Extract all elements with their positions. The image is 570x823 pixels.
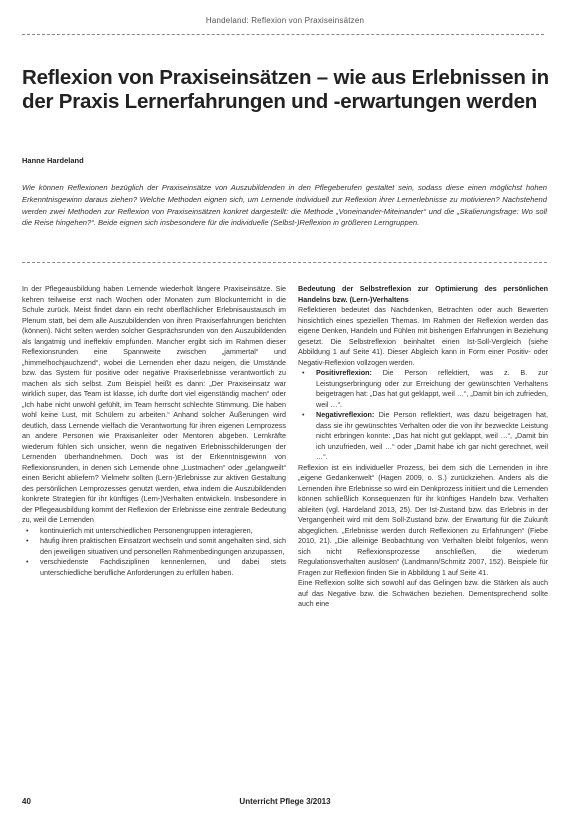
left-paragraph: In der Pflegeausbildung haben Lernende wiederholt längere Praxiseinsätze. Sie kehren teilweise erst nach Wochen oder Monaten zum Blockunterricht in die Schule zurück. Meist findet dann ein recht oberflächlicher Erlebnisaustausch im Plenum statt, bei dem alle Auszubildenden von ihren Praxiserfahrungen berichten (können). Nicht selten werden solcher Gesprächsrunden von den Auszubildenden als langatmig und ineffektiv empfunden. Mancher ergibt sich im Rahmen dieser Reflexionsrunden eine Spannweite zwischen „jammertal“ und „himmelhochjauchzend“, wobei die Lernenden eher dazu neigen, die Umstände bzw. das System für positive oder negative Praxiserlebnisse verantwortlich zu machen als sich selbst. Zum Beispiel heißt es dann: „Der Praxiseinsatz war wirklich super, das Team ist klasse, ich durfte dort viel eigenständig machen“ oder „Ich habe nicht unwohl gefühlt, im Team herrscht schlechte Stimmung. Die haben wohl keine Lust, mit Schülern zu arbeiten.“ Anhand solcher Äußerungen wird deutlich, dass Lernende vielfach die Verantwortung für ihren eigenen Lernprozess an andere Personen wie Praxisanleiter oder Mentoren abgeben. Lernkräfte wiederum fühlen sich unsicher, wenn die negativen Erlebnisschilderungen der Lernenden überhandnehmen. Doch was ist der Erkenntnisgewinn von Reflexionsrunden, in denen sich Lernende ohne „Lustmachen“ oder „gelangweilt“ einen Bericht abliefern? Vielmehr sollten (Lern-)Erlebnisse zur aktiven Gestaltung des persönlichen Lernprozesses genutzt werden, etwa indem die Auszubildenden konkrete Strategien für ihr künftiges (Lern-)Verhalten entwickeln. Insbesondere in der Pflegeausbildung kommt der Reflexion der Erlebnisse eine zentrale Bedeutung zu, weil die Lernenden bbox=[22, 284, 286, 524]
bullet-text: Die Person reflektiert, was z. B. zur Leistungserbringung oder zur Erreichung der gewünschten Verhaltens beigetragen hat: „Das hat gut geklappt, weil …“, „Damit bin ich zufrieden, weil …“. bbox=[316, 368, 549, 409]
section-heading: Bedeutung der Selbstreflexion zur Optimierung des persönlichen Handelns bzw. (Lern-)Verhaltens bbox=[298, 284, 548, 304]
list-item: • kontinuierlich mit unterschiedlichen Personengruppen interagieren, bbox=[26, 525, 253, 535]
list-item: • häufig ihren praktischen Einsatzort wechseln und somit angehalten sind, sich den jeweiligen situativen und personellen Rahmenbedingungen anzupassen, bbox=[26, 536, 286, 556]
list-item bbox=[298, 368, 548, 410]
running-head: Handeland: Reflexion von Praxiseinsätzen bbox=[205, 16, 365, 25]
right-paragraph: Eine Reflexion sollte sich sowohl auf das Gelingen bzw. die Stärken als auch auf das Negative bzw. die Schwächen beziehen. Dementsprechend sollte auch eine bbox=[298, 578, 548, 608]
author-name: Hanne Hardeland bbox=[22, 156, 84, 165]
journal-name: Unterricht Pflege 3/2013 bbox=[239, 797, 331, 806]
bullet-label: Negativreflexion: bbox=[316, 410, 375, 419]
right-column bbox=[298, 284, 548, 610]
intro-divider bbox=[22, 262, 547, 263]
right-paragraph: Reflektieren bedeutet das Nachdenken, Betrachten oder auch Bewerten hinsichtlich eines speziellen Themas. Im Rahmen der Reflexion werden das eigene Denken, Handeln und Fühlen mit bisherigen Erfahrungen in Beziehung gesetzt. Die Selbstreflexion beinhaltet einen Ist-Soll-Vergleich (siehe Abbildung 1 auf Seite 41). Dieser Abgleich kann in Form einer Positiv- oder Negativ-Reflexion vollzogen werden. bbox=[298, 305, 548, 367]
bullet-icon: • bbox=[302, 368, 305, 377]
list-item bbox=[298, 410, 548, 463]
left-bullet-list bbox=[22, 526, 286, 579]
left-column bbox=[22, 284, 286, 578]
bullet-text: Die Person reflektiert, was dazu beigetragen hat, dass sie ihr gewünschtes Verhalten oder die von ihr bezweckte Leistung nicht erbringen konnte: „Das hat nicht gut geklappt, weil …“, „Damit bin ich unzufrieden, weil …“ oder „Damit habe ich gar nicht gerechnet, weil …“. bbox=[316, 410, 549, 461]
bullet-icon: • bbox=[302, 410, 305, 419]
right-paragraph: Reflexion ist ein individueller Prozess, bei dem sich die Lernenden in ihre „eigene Gedankenwelt“ (Hagen 2009, o. S.) zurückziehen. Anders als die Lernenden ihre Erlebnisse so wird ein Denkprozess initiiert und die Lernenden können schließlich Konsequenzen für ihr künftiges Handeln bzw. Verhalten ableiten (vgl. Hardeland 2013, 25). Der Ist-Zustand bzw. das Erlebnis in der Vergangenheit wird mit dem Soll-Zustand bzw. der Erwartung für die Zukunft abgeglichen. „Erlebnisse werden durch Reflexionen zu Erfahrungen“ (Fiebe 2010, 21). „Die alleinige Beobachtung von Verhalten bleibt folgenlos, wenn sich nicht Reflexionsprozesse anschließen, die wiederum Regulationsverhalten auslösen“ (Landmann/Schmitz 2007, 152). Beispiele für Fragen zur Reflexion finden Sie in Abbildung 1 auf Seite 41. bbox=[298, 462, 548, 577]
right-bullet-list bbox=[298, 368, 548, 463]
bullet-icon: • bbox=[26, 525, 29, 535]
header-divider bbox=[22, 34, 544, 35]
bullet-icon: • bbox=[26, 557, 29, 566]
article-title: Reflexion von Praxiseinsätzen – wie aus Erlebnissen in der Praxis Lernerfahrungen und -erwartungen werden bbox=[22, 66, 549, 113]
list-item: • verschiedenste Fachdisziplinen kennenlernen, und dabei stets unterschiedliche berufliche Anforderungen zu erfüllen haben. bbox=[26, 557, 286, 577]
page-number: 40 bbox=[22, 797, 31, 806]
bullet-label: Positivreflexion: bbox=[316, 368, 372, 377]
intro-abstract: Wie können Reflexionen bezüglich der Praxiseinsätze von Auszubildenden in den Pflegeberufen gestaltet sein, sodass diese einen möglichst hohen Erkenntnisgewinn daraus ziehen? Welche Methoden eignen sich, um Lernende individuell zur Reflexion ihrer Lernerlebnisse zu motivieren? Nachstehend werden zwei Methoden zur Reflexion von Praxiseinsätzen konkret dargestellt: die Methode „Voneinander-Miteinander“ und die „Skalierungsfrage: Wo soll die Reise hingehen?“. Beide eignen sich insbesondere für die individuelle (Selbst-)Reflexion in größeren Lerngruppen. bbox=[22, 183, 547, 228]
bullet-icon: • bbox=[26, 536, 29, 545]
